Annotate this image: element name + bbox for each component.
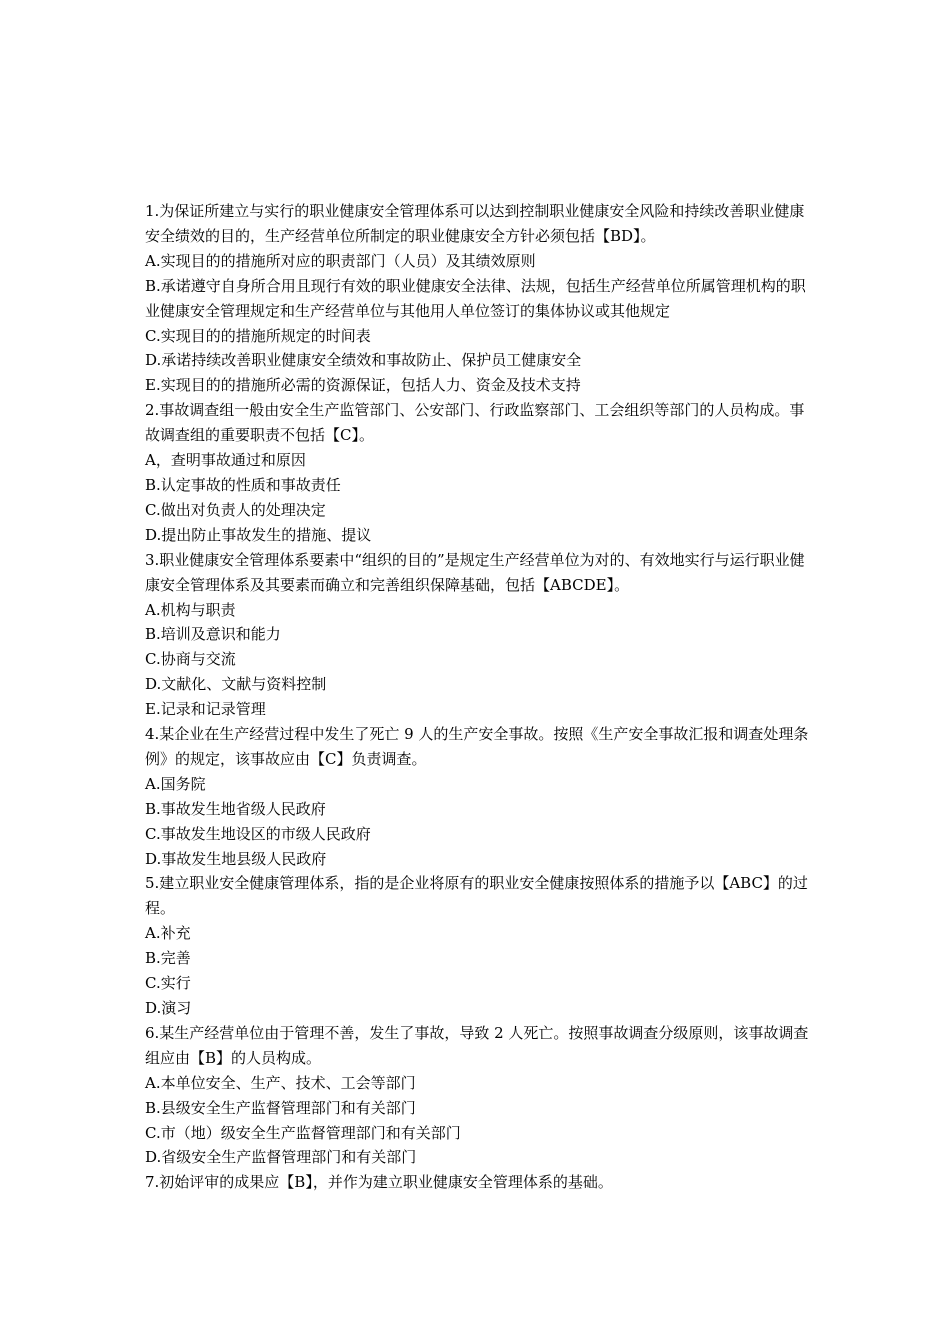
document-body xyxy=(145,199,810,1195)
question-1-option-c: C.实现目的的措施所规定的时间表 xyxy=(145,326,371,345)
question-7-stem: 7.初始评审的成果应【B】，并作为建立职业健康安全管理体系的基础。 xyxy=(145,1173,613,1192)
question-2-option-b: B.认定事故的性质和事故责任 xyxy=(145,475,341,494)
question-3-stem: 3.职业健康安全管理体系要素中“组织的目的”是规定生产经营单位为对的、有效地实行与运行职业健康安全管理体系及其要素而确立和完善组织保障基础，包括【ABCDE】。 xyxy=(145,550,805,594)
question-1-option-b: B.承诺遵守自身所合用且现行有效的职业健康安全法律、法规，包括生产经营单位所属管理机构的职业健康安全管理规定和生产经营单位与其他用人单位签订的集体协议或其他规定 xyxy=(145,276,806,320)
question-4-stem: 4.某企业在生产经营过程中发生了死亡 9 人的生产安全事故。按照《生产安全事故汇报和调查处理条例》的规定，该事故应由【C】负责调查。 xyxy=(145,725,809,768)
question-2-option-a: A，查明事故通过和原因 xyxy=(145,451,306,470)
question-6-option-b: B.县级安全生产监督管理部门和有关部门 xyxy=(145,1098,416,1117)
question-6-option-a: A.本单位安全、生产、技术、工会等部门 xyxy=(145,1073,416,1092)
question-4-option-d: D.事故发生地县级人民政府 xyxy=(145,849,327,868)
question-5-option-c: C.实行 xyxy=(145,974,191,993)
question-1-option-e: E.实现目的的措施所必需的资源保证，包括人力、资金及技术支持 xyxy=(145,376,581,395)
question-4-option-c: C.事故发生地设区的市级人民政府 xyxy=(145,824,371,843)
question-6-option-c: C.市（地）级安全生产监督管理部门和有关部门 xyxy=(145,1123,461,1142)
question-3-option-b: B.培训及意识和能力 xyxy=(145,625,281,644)
question-5-stem: 5.建立职业安全健康管理体系，指的是企业将原有的职业安全健康按照体系的措施予以【ABC】的过程。 xyxy=(145,874,808,918)
question-2-stem: 2.事故调查组一般由安全生产监管部门、公安部门、行政监察部门、工会组织等部门的人员构成。事故调查组的重要职责不包括【C】。 xyxy=(145,401,805,445)
question-5-option-a: A.补充 xyxy=(145,924,191,943)
question-1-option-a: A.实现目的的措施所对应的职责部门（人员）及其绩效原则 xyxy=(145,251,536,270)
question-3-option-a: A.机构与职责 xyxy=(145,600,236,619)
question-6-option-d: D.省级安全生产监督管理部门和有关部门 xyxy=(145,1148,417,1167)
question-4-option-a: A.国务院 xyxy=(145,774,206,793)
question-3-option-c: C.协商与交流 xyxy=(145,650,236,669)
question-2-option-d: D.提出防止事故发生的措施、提议 xyxy=(145,525,372,544)
question-1-stem: 1.为保证所建立与实行的职业健康安全管理体系可以达到控制职业健康安全风险和持续改善职业健康安全绩效的目的，生产经营单位所制定的职业健康安全方针必须包括【BD】。 xyxy=(145,202,805,245)
question-3-option-d: D.文献化、文献与资料控制 xyxy=(145,675,327,694)
question-4-option-b: B.事故发生地省级人民政府 xyxy=(145,799,326,818)
question-5-option-b: B.完善 xyxy=(145,949,191,968)
question-1-option-d: D.承诺持续改善职业健康安全绩效和事故防止、保护员工健康安全 xyxy=(145,351,582,370)
question-6-stem: 6.某生产经营单位由于管理不善，发生了事故，导致 2 人死亡。按照事故调查分级原则，该事故调查组应由【B】的人员构成。 xyxy=(145,1023,809,1067)
question-5-option-d: D.演习 xyxy=(145,999,192,1017)
question-3-option-e: E.记录和记录管理 xyxy=(145,700,266,719)
question-2-option-c: C.做出对负责人的处理决定 xyxy=(145,500,326,519)
